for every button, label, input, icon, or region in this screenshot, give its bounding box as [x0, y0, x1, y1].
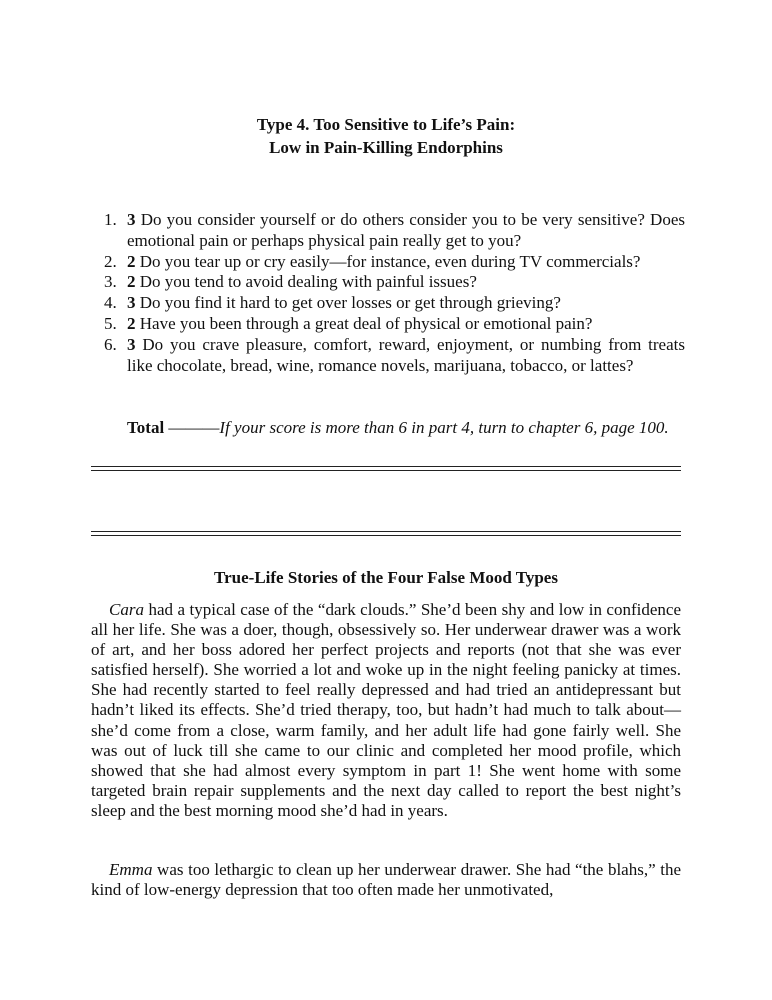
question-number: 2.: [104, 251, 117, 271]
question-score: 2: [127, 251, 136, 271]
question-item: [100, 335, 685, 377]
question-text: Do you tend to avoid dealing with painful issues?: [135, 272, 477, 292]
question-item: [100, 293, 685, 314]
question-number: 6.: [104, 334, 117, 354]
question-item: [100, 210, 685, 252]
total-note: If your score is more than 6 in part 4, turn to chapter 6, page 100.: [219, 418, 669, 437]
question-score: 3: [127, 210, 136, 229]
question-number: 4.: [104, 293, 117, 313]
question-score: 2: [127, 272, 136, 292]
story-paragraph: [91, 600, 681, 821]
story-text: was too lethargic to clean up her underwear drawer. She had “the blahs,” the kind of low-energy depression that too often made her unmotivated,: [91, 860, 681, 900]
question-text: Do you crave pleasure, comfort, reward, enjoyment, or numbing from treats like chocolate, bread, wine, romance novels, marijuana, tobacco, or lattes?: [127, 334, 685, 375]
question-number: 1.: [104, 210, 117, 229]
question-text: Do you consider yourself or do others consider you to be very sensitive? Does emotional pain or perhaps physical pain really get to you?: [127, 210, 685, 250]
question-text: Do you find it hard to get over losses or get through grieving?: [135, 293, 561, 313]
total-blank: ———: [164, 418, 220, 437]
total-label: Total: [127, 418, 165, 437]
question-number: 3.: [104, 272, 117, 292]
question-score: 3: [127, 293, 136, 313]
story-person-name: Emma: [109, 860, 153, 879]
story-text: had a typical case of the “dark clouds.” She’d been shy and low in confidence all her life. She was a doer, though, obsessively so. Her underwear drawer was a work of art, and her boss adored her perfect projects and reports (not that she was ever satisfied herself). She worried a lot and woke up in the night feeling panicky at times. She had recently started to feel really depressed and had tried an antidepressant but hadn’t liked its effects. She’d tried therapy, too, but hadn’t had much to talk about—she’d come from a close, warm family, and her adult life had gone fairly well. She was out of luck till she came to our clinic and completed her mood profile, which showed that she had almost every symptom in part 1! She went home with some targeted brain repair supplements and the next day called to report the best night’s sleep and the best morning mood she’d had in years.: [91, 600, 681, 820]
question-text: Do you tear up or cry easily—for instance, even during TV commercials?: [135, 251, 641, 271]
question-item: [100, 252, 685, 273]
story-person-name: Cara: [109, 600, 144, 619]
question-text: Have you been through a great deal of physical or emotional pain?: [135, 313, 593, 333]
total-line: [127, 417, 687, 439]
double-rule-divider: [91, 466, 681, 471]
question-score: 3: [127, 334, 136, 354]
question-item: [100, 272, 685, 293]
page-title-line-2: Low in Pain-Killing Endorphins: [269, 138, 503, 157]
question-item: [100, 314, 685, 335]
questionnaire-list: [100, 210, 685, 376]
question-score: 2: [127, 313, 136, 333]
double-rule-divider: [91, 531, 681, 536]
story-paragraph: [91, 860, 681, 900]
page-title-line-1: Type 4. Too Sensitive to Life’s Pain:: [256, 115, 516, 134]
question-number: 5.: [104, 313, 117, 333]
section-heading: True-Life Stories of the Four False Mood Types: [214, 568, 558, 587]
